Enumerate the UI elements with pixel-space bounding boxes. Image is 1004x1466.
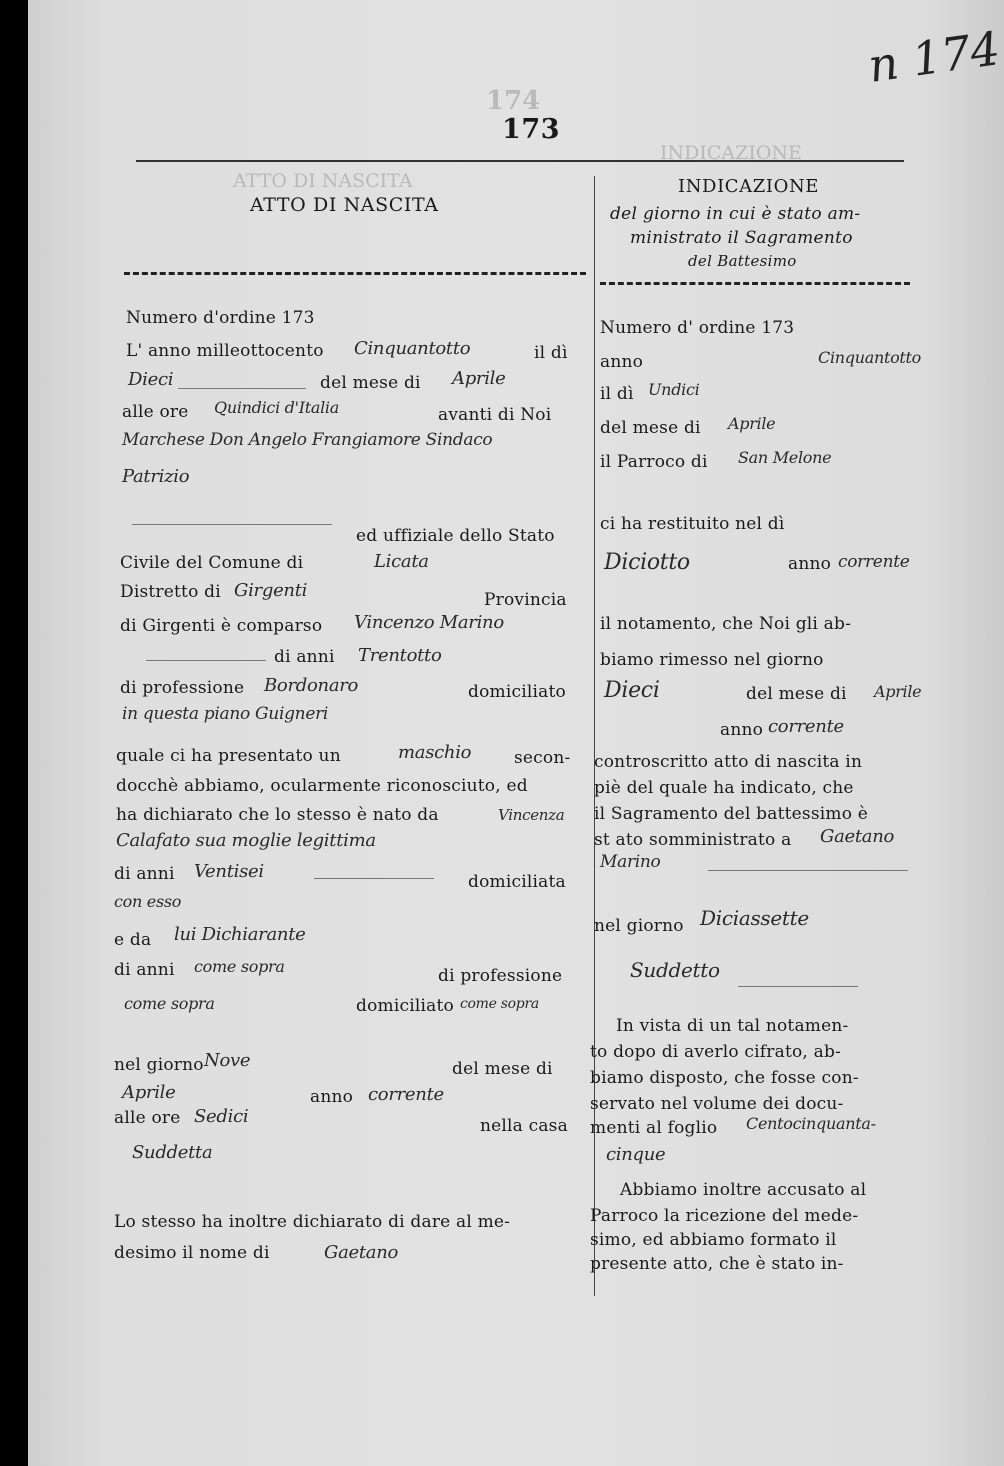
field-label: nel giorno — [114, 1055, 204, 1075]
right-subtitle: ministrato il Sagramento — [630, 228, 853, 248]
ghost-page-number: 174 — [486, 86, 541, 116]
right-header-rule — [600, 282, 910, 285]
handwritten-entry: Vincenzo Marino — [354, 612, 504, 633]
field-label: L' anno milleottocento — [126, 341, 324, 361]
handwritten-entry: Patrizio — [122, 466, 190, 487]
handwritten-entry: Cinquantotto — [354, 338, 471, 359]
handwritten-entry: Marchese Don Angelo Frangiamore Sindaco — [122, 430, 493, 450]
handwritten-entry: Quindici d'Italia — [214, 398, 339, 417]
blank-line — [314, 878, 434, 879]
blank-line — [146, 660, 266, 661]
handwritten-entry: cinque — [606, 1144, 666, 1165]
field-label: secon- — [514, 748, 571, 768]
body-text: Lo stesso ha inoltre dichiarato di dare al me- — [114, 1212, 511, 1232]
handwritten-entry: Suddetto — [630, 958, 720, 982]
field-label: domiciliato — [356, 996, 454, 1016]
body-text: il notamento, che Noi gli ab- — [600, 614, 852, 634]
field-label: avanti di Noi — [438, 405, 552, 425]
field-label: il Parroco di — [600, 452, 708, 472]
body-text: il Sagramento del battessimo è — [594, 804, 869, 824]
field-label: di Girgenti è comparso — [120, 616, 323, 636]
field-label: di anni — [114, 864, 175, 884]
field-label: Provincia — [484, 590, 567, 610]
handwritten-entry: Bordonaro — [264, 675, 359, 696]
handwritten-entry: con esso — [114, 892, 182, 911]
field-label: di professione — [120, 678, 245, 698]
field-label: alle ore — [114, 1108, 181, 1128]
field-label: alle ore — [122, 402, 189, 422]
field-label: del mese di — [746, 684, 847, 704]
field-label: anno — [310, 1087, 354, 1107]
blank-line — [708, 870, 908, 871]
field-label: ed uffiziale dello Stato — [356, 526, 555, 546]
handwritten-entry: Trentotto — [358, 645, 442, 666]
handwritten-entry: Aprile — [728, 414, 776, 433]
field-label: del mese di — [320, 373, 421, 393]
body-text: controscritto atto di nascita in — [594, 752, 863, 772]
handwritten-entry: Suddetta — [132, 1142, 213, 1163]
handwritten-entry: Undici — [648, 380, 700, 399]
field-label: nel giorno — [594, 916, 684, 936]
field-label: di anni — [114, 960, 175, 980]
ghost-bleed-text: INDICAZIONE — [660, 142, 802, 164]
handwritten-entry: Centocinquanta- — [746, 1114, 876, 1133]
body-text: Abbiamo inoltre accusato al — [620, 1180, 867, 1200]
field-label: il dì — [534, 343, 568, 363]
field-label: nella casa — [480, 1116, 568, 1136]
handwritten-entry: in questa piano Guigneri — [122, 704, 329, 724]
handwritten-entry: Girgenti — [234, 580, 308, 601]
field-label: menti al foglio — [590, 1118, 718, 1138]
left-title: ATTO DI NASCITA — [250, 194, 439, 216]
blank-line — [178, 388, 306, 389]
body-text: presente atto, che è stato in- — [590, 1254, 844, 1274]
ghost-bleed-text: ATTO DI NASCITA — [233, 170, 413, 192]
field-label: anno — [720, 720, 764, 740]
handwritten-entry: Calafato sua moglie legittima — [116, 830, 376, 851]
handwritten-entry: Aprile — [874, 682, 922, 701]
top-rule — [136, 160, 904, 162]
field-label: di professione — [438, 966, 563, 986]
handwritten-entry: corrente — [368, 1084, 444, 1105]
handwritten-entry: Aprile — [122, 1082, 176, 1103]
register-page — [28, 0, 1004, 1466]
body-text: simo, ed abbiamo formato il — [590, 1230, 837, 1250]
body-text: Parroco la ricezione del mede- — [590, 1206, 859, 1226]
field-label: domiciliato — [468, 682, 566, 702]
handwritten-entry: Licata — [374, 551, 429, 572]
field-label: anno — [600, 352, 644, 372]
field-label: e da — [114, 930, 152, 950]
handwritten-entry: corrente — [838, 552, 910, 572]
field-label: desimo il nome di — [114, 1243, 270, 1263]
field-label: ci ha restituito nel dì — [600, 514, 785, 534]
handwritten-entry: come sopra — [460, 996, 539, 1012]
right-subtitle: del Battesimo — [688, 252, 797, 270]
body-text: In vista di un tal notamen- — [616, 1016, 849, 1036]
field-label: del mese di — [452, 1059, 553, 1079]
handwritten-entry: lui Dichiarante — [174, 924, 306, 945]
body-text: biamo disposto, che fosse con- — [590, 1068, 859, 1088]
body-text: to dopo di averlo cifrato, ab- — [590, 1042, 841, 1062]
body-text: piè del quale ha indicato, che — [594, 778, 854, 798]
handwritten-entry: San Melone — [738, 448, 832, 467]
page-number: 173 — [502, 114, 561, 145]
right-title: INDICAZIONE — [678, 176, 820, 197]
handwritten-entry: Gaetano — [820, 826, 895, 847]
handwritten-entry: Sedici — [194, 1106, 249, 1127]
right-subtitle: del giorno in cui è stato am- — [610, 204, 861, 224]
handwritten-entry: Nove — [204, 1050, 251, 1071]
handwritten-entry: come sopra — [124, 994, 215, 1013]
field-label: quale ci ha presentato un — [116, 746, 341, 766]
handwritten-entry: come sopra — [194, 957, 285, 976]
handwritten-entry: Cinquantotto — [818, 348, 922, 367]
order-number: Numero d'ordine 173 — [126, 308, 315, 328]
handwritten-entry: Marino — [600, 852, 661, 872]
field-label: Distretto di — [120, 582, 221, 602]
handwritten-entry: Dieci — [604, 678, 660, 703]
blank-line — [132, 524, 332, 525]
handwritten-entry: Dieci — [128, 369, 174, 390]
field-label: di anni — [274, 647, 335, 667]
field-label: il dì — [600, 384, 634, 404]
handwritten-entry: Gaetano — [324, 1242, 399, 1263]
body-text: biamo rimesso nel giorno — [600, 650, 824, 670]
handwritten-entry: corrente — [768, 716, 844, 737]
blank-line — [738, 986, 858, 987]
handwritten-entry: Diciotto — [604, 550, 690, 575]
handwritten-entry: Diciassette — [700, 906, 809, 930]
corner-mark: n 174 — [864, 21, 1004, 93]
handwritten-entry: Ventisei — [194, 861, 264, 882]
body-text: docchè abbiamo, ocularmente riconosciuto, ed — [116, 776, 528, 796]
body-text: ha dichiarato che lo stesso è nato da — [116, 805, 439, 825]
field-label: Civile del Comune di — [120, 553, 304, 573]
field-label: domiciliata — [468, 872, 566, 892]
field-label: anno — [788, 554, 832, 574]
field-label: del mese di — [600, 418, 701, 438]
order-number: Numero d' ordine 173 — [600, 318, 795, 338]
body-text: servato nel volume dei docu- — [590, 1094, 844, 1114]
handwritten-entry: maschio — [398, 742, 472, 763]
left-header-rule — [124, 272, 586, 275]
handwritten-entry: Aprile — [452, 368, 506, 389]
handwritten-entry: Vincenza — [498, 806, 565, 824]
field-label: st ato somministrato a — [594, 830, 792, 850]
